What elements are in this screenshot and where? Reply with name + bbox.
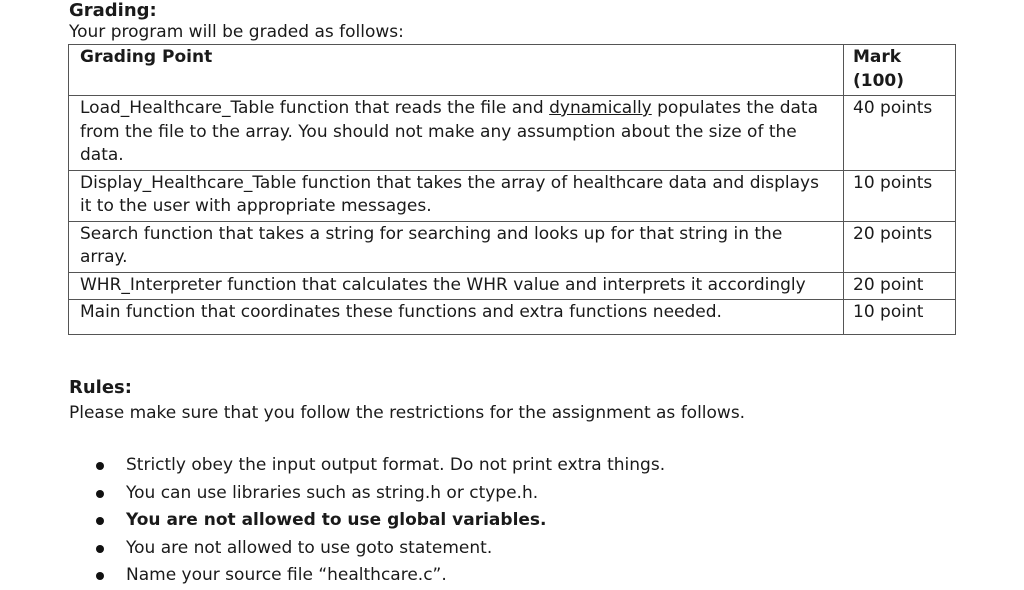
grading-intro: Your program will be graded as follows: [69, 22, 404, 42]
grading-point-cell: Main function that coordinates these functions and extra functions needed. [69, 300, 844, 335]
table-row [69, 300, 956, 335]
table-header-row [69, 45, 956, 96]
table-row [69, 221, 956, 272]
mark-cell: 20 point [844, 272, 956, 300]
mark-cell: 40 points [844, 96, 956, 171]
mark-header: Mark (100) [844, 45, 956, 96]
list-item: You are not allowed to use global variables. [96, 507, 665, 535]
mark-cell: 10 points [844, 170, 956, 221]
bullet-icon [96, 462, 104, 470]
rules-heading: Rules: [69, 377, 132, 398]
grading-point-cell: Load_Healthcare_Table function that reads the file and dynamically populates the data from the file to the array. You should not make any assumption about the size of the data. [69, 96, 844, 171]
grading-heading: Grading: [69, 0, 157, 21]
list-item: Name your source file “healthcare.c”. [96, 562, 665, 590]
bullet-icon [96, 572, 104, 580]
bullet-icon [96, 490, 104, 498]
table-row [69, 170, 956, 221]
rules-list [96, 452, 665, 590]
table-row [69, 96, 956, 171]
list-item: You can use libraries such as string.h or ctype.h. [96, 480, 665, 508]
grading-point-cell: Search function that takes a string for searching and looks up for that string in the array. [69, 221, 844, 272]
list-item: Strictly obey the input output format. Do not print extra things. [96, 452, 665, 480]
grading-point-header: Grading Point [69, 45, 844, 96]
mark-cell: 10 point [844, 300, 956, 335]
list-item: You are not allowed to use goto statement. [96, 535, 665, 563]
grading-point-cell: WHR_Interpreter function that calculates the WHR value and interprets it accordingly [69, 272, 844, 300]
grading-table [68, 44, 956, 335]
bullet-icon [96, 517, 104, 525]
rules-intro: Please make sure that you follow the restrictions for the assignment as follows. [69, 403, 746, 423]
table-row [69, 272, 956, 300]
mark-cell: 20 points [844, 221, 956, 272]
grading-point-cell: Display_Healthcare_Table function that takes the array of healthcare data and displays it to the user with appropriate messages. [69, 170, 844, 221]
underlined-word: dynamically [549, 98, 652, 118]
bullet-icon [96, 545, 104, 553]
